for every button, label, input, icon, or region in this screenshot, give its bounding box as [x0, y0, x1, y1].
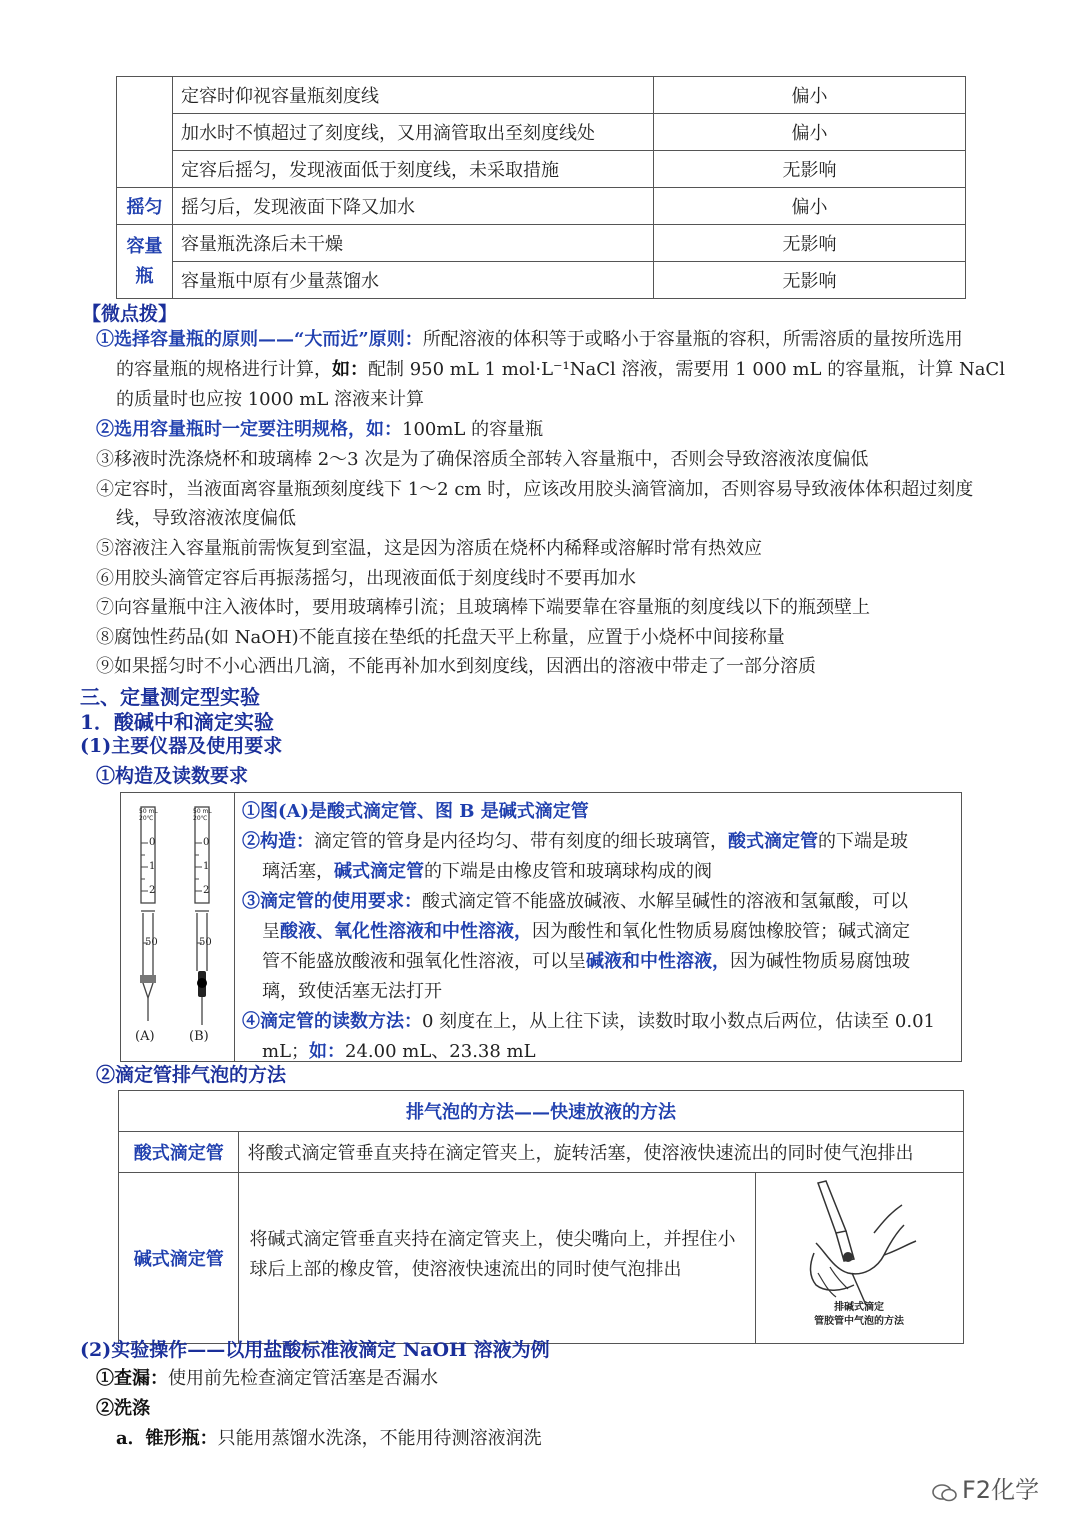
burette-line-1-text: ①图(A)是酸式滴定管、图 B 是碱式滴定管 [242, 801, 589, 822]
burette-description [242, 797, 954, 1067]
figure-caption-line-2: 管胶管中气泡的方法 [814, 1316, 905, 1327]
burette-b-tick-0: 0 [203, 837, 210, 848]
tip-1-text: 所配溶液的体积等于或略小于容量瓶的容积，所需溶质的量按所选用 [422, 329, 963, 350]
burette-a-label: (A) [135, 1029, 155, 1044]
burette-line-8-a: 0 刻度在上，从上往下读，读数时取小数点后两位，估读至 0.01 [422, 1011, 935, 1032]
burette-line-5-a: 呈 [262, 921, 280, 942]
burette-line-2-a: 滴定管的管身是内径均匀、带有刻度的细长玻璃管， [314, 831, 728, 852]
burette-line-9 [242, 1037, 954, 1067]
group-cell: 摇匀 [117, 188, 173, 225]
result-cell: 偏小 [654, 77, 966, 114]
operation-cell: 定容后摇匀，发现液面低于刻度线，未采取措施 [173, 151, 654, 188]
burette-a-scale-top: 50 mL 20℃ [139, 808, 158, 822]
burette-b-label: (B) [189, 1029, 209, 1044]
ops-check-leak-text: 使用前先检查滴定管活塞是否漏水 [168, 1368, 438, 1389]
tip-1-line3: 的质量时也应按 1000 mL 溶液来计算 [116, 389, 424, 410]
tip-2 [96, 418, 543, 442]
tip-4-line2: 线，导致溶液浓度偏低 [116, 508, 296, 529]
table-row [119, 1173, 964, 1344]
operation-cell: 容量瓶中原有少量蒸馏水 [173, 262, 654, 299]
burette-figure [121, 793, 235, 1061]
base-label-cell: 碱式滴定管 [119, 1173, 239, 1344]
operation-cell: 定容时仰视容量瓶刻度线 [173, 77, 654, 114]
table-row [117, 114, 966, 151]
tip-4: ④定容时，当液面离容量瓶颈刻度线下 1～2 cm 时，应该改用胶头滴管滴加，否则容易导致液体体积超过刻度 [96, 479, 974, 500]
burette-line-5-blue: 酸液、氧化性溶液和中性溶液， [280, 921, 532, 942]
acid-text-cell: 将酸式滴定管垂直夹持在滴定管夹上，旋转活塞，使溶液快速流出的同时使气泡排出 [239, 1132, 964, 1173]
burette-line-4-a: 酸式滴定管不能盛放碱液、水解呈碱性的溶液和氢氟酸，可以 [422, 891, 908, 912]
burette-b-tick-1: 1 [203, 861, 210, 872]
tip-1 [96, 328, 963, 352]
bubble-method-table [118, 1090, 964, 1344]
result-cell: 偏小 [654, 188, 966, 225]
figure-caption-line-1: 排碱式滴定 [834, 1302, 885, 1313]
operation-cell: 摇匀后，发现液面下降又加水 [173, 188, 654, 225]
table-row [117, 188, 966, 225]
table-row [117, 151, 966, 188]
burette-a-tick-1: 1 [149, 861, 156, 872]
burette-line-6-b: 因为碱性物质易腐蚀玻 [730, 951, 910, 972]
tip-9: ⑨如果摇匀时不小心洒出几滴，不能再补加水到刻度线，因洒出的溶液中带走了一部分溶质 [96, 656, 816, 677]
wechat-icon [932, 1481, 958, 1501]
tip-1-line2-b: 配制 950 mL 1 mol·L⁻¹NaCl 溶液，需要用 1 000 mL 的容量瓶，计算 NaCl [368, 359, 1005, 380]
tip-5: ⑤溶液注入容量瓶前需恢复到室温，这是因为溶质在烧杯内稀释或溶解时常有热效应 [96, 538, 762, 559]
burette-illustration [121, 793, 234, 1061]
subsection-heading: 1．酸碱中和滴定实验 [80, 710, 274, 734]
table-row [117, 225, 966, 262]
table-row [119, 1132, 964, 1173]
result-cell: 无影响 [654, 225, 966, 262]
burette-line-3-a: 璃活塞， [262, 861, 334, 882]
tip-2-text: 100mL 的容量瓶 [402, 419, 544, 440]
tip-3: ③移液时洗涤烧杯和玻璃棒 2～3 次是为了确保溶质全部转入容量瓶中，否则会导致溶液浓度偏低 [96, 449, 869, 470]
ops-check-leak-label: ①查漏： [96, 1368, 168, 1389]
error-analysis-table [116, 76, 966, 299]
operations-heading: (2)实验操作——以用盐酸标准液滴定 NaOH 溶液为例 [80, 1339, 550, 1361]
acid-label-cell: 酸式滴定管 [119, 1132, 239, 1173]
burette-line-3-blue: 碱式滴定管 [334, 861, 424, 882]
sub-subsection-heading: (1)主要仪器及使用要求 [80, 735, 283, 757]
group-cell [117, 225, 173, 299]
ops-flask-label: a．锥形瓶： [116, 1428, 218, 1449]
base-figure-cell [756, 1173, 964, 1344]
burette-line-8 [242, 1007, 954, 1037]
burette-b-scale-top: 50 mL 20℃ [193, 808, 212, 822]
burette-line-9-b: 24.00 mL、23.38 mL [345, 1041, 536, 1062]
tip-7: ⑦向容量瓶中注入液体时，要用玻璃棒引流；且玻璃棒下端要靠在容量瓶的刻度线以下的瓶颈壁上 [96, 597, 870, 618]
result-cell: 无影响 [654, 262, 966, 299]
reading-label: ④滴定管的读数方法： [242, 1011, 422, 1032]
burette-line-2-blue: 酸式滴定管 [728, 831, 818, 852]
burette-line-2 [242, 827, 954, 857]
burette-b-tick-50: 50 [199, 937, 212, 948]
burette-a-tick-2: 2 [149, 885, 156, 896]
ops-check-leak [96, 1367, 438, 1391]
burette-line-4 [242, 887, 954, 917]
burette-line-6-a: 管不能盛放酸液和强氧化性溶液，可以呈 [262, 951, 586, 972]
table-row [117, 262, 966, 299]
ops-flask [116, 1427, 542, 1451]
construction-label: ②构造： [242, 831, 314, 852]
burette-a-tick-50: 50 [145, 937, 158, 948]
burette-line-9-a: mL； [262, 1041, 310, 1062]
burette-line-6 [242, 947, 954, 977]
figure-caption [756, 1301, 962, 1329]
operation-cell: 容量瓶洗涤后未干燥 [173, 225, 654, 262]
tips-title: 【微点拨】 [82, 303, 178, 325]
group-label: 容量瓶 [126, 235, 163, 287]
bubble-heading: ②滴定管排气泡的方法 [96, 1064, 287, 1086]
table-row [119, 1091, 964, 1132]
burette-line-3 [242, 857, 954, 887]
tip-1-line2-a: 的容量瓶的规格进行计算， [116, 359, 332, 380]
burette-line-5-b: 因为酸性和氧化性物质易腐蚀橡胶管；碱式滴定 [532, 921, 910, 942]
watermark [932, 1470, 1039, 1505]
result-cell: 偏小 [654, 114, 966, 151]
burette-box [120, 792, 962, 1062]
operation-cell: 加水时不慎超过了刻度线，又用滴管取出至刻度线处 [173, 114, 654, 151]
usage-label: ③滴定管的使用要求： [242, 891, 422, 912]
tip-2-bold: ②选用容量瓶时一定要注明规格，如： [96, 419, 402, 440]
burette-b-tick-2: 2 [203, 885, 210, 896]
burette-line-3-b: 的下端是由橡皮管和玻璃球构成的阀 [424, 861, 712, 882]
burette-a-tick-0: 0 [149, 837, 156, 848]
section-heading: 三、定量测定型实验 [80, 685, 260, 709]
tip-1-bold: ①选择容量瓶的原则——“大而近”原则： [96, 329, 423, 350]
burette-line-9-bold: 如： [309, 1041, 346, 1062]
burette-line-1 [242, 797, 954, 827]
ops-flask-text: 只能用蒸馏水洗涤，不能用待测溶液润洗 [217, 1428, 542, 1449]
ops-wash: ②洗涤 [96, 1398, 150, 1419]
result-cell: 无影响 [654, 151, 966, 188]
table-row [117, 77, 966, 114]
tip-8: ⑧腐蚀性药品(如 NaOH)不能直接在垫纸的托盘天平上称量，应置于小烧杯中间接称量 [96, 627, 785, 648]
tip-1-line2-bold: 如： [332, 359, 368, 380]
burette-line-7: 璃，致使活塞无法打开 [262, 981, 442, 1002]
tip-6: ⑥用胶头滴管定容后再振荡摇匀，出现液面低于刻度线时不要再加水 [96, 568, 636, 589]
structure-heading: ①构造及读数要求 [96, 765, 249, 787]
group-cell [117, 77, 173, 188]
watermark-text: F2化学 [962, 1476, 1040, 1504]
burette-line-2-b: 的下端是玻 [818, 831, 908, 852]
burette-line-5 [242, 917, 954, 947]
burette-line-6-blue: 碱液和中性溶液， [586, 951, 730, 972]
tip-1-line2 [116, 358, 1005, 382]
table-header: 排气泡的方法——快速放液的方法 [119, 1091, 964, 1132]
base-text-cell: 将碱式滴定管垂直夹持在滴定管夹上，使尖嘴向上，并捏住小球后上部的橡皮管，使溶液快速流出的同时使气泡排出 [239, 1173, 756, 1344]
